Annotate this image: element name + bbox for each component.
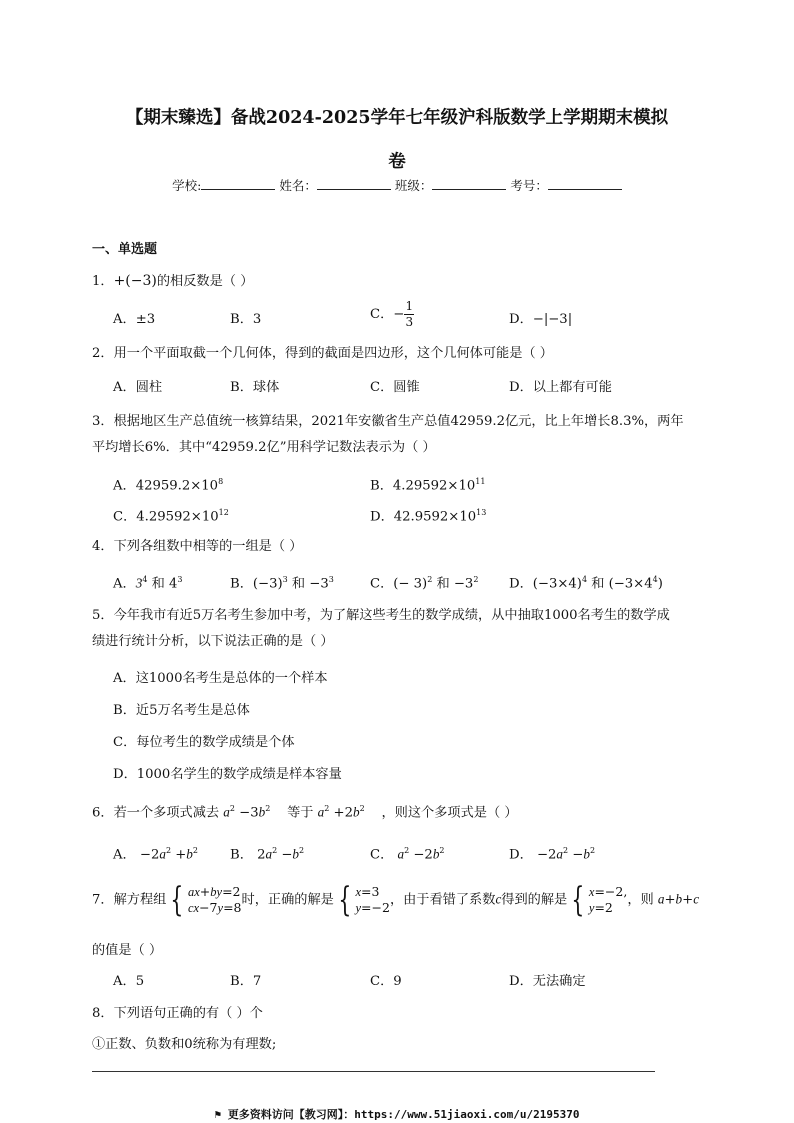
q5-option-d[interactable]: D．1000名学生的数学成绩是样本容量 xyxy=(113,767,342,782)
question-7-line-2: 的值是（ ） xyxy=(92,943,163,958)
q1-expression: +(−3) xyxy=(113,273,157,289)
bottom-divider xyxy=(92,1071,655,1072)
title-line-2: 卷 xyxy=(388,152,406,172)
q6-option-a[interactable]: A． $-2a^2 +b^2$ xyxy=(113,846,198,863)
q1-option-c[interactable]: C．− $\frac{1}{3}$ xyxy=(370,299,414,329)
q5-option-b[interactable]: B．近5万名考生是总体 xyxy=(113,703,250,718)
question-1: 1．+(−3)的相反数是（ ） xyxy=(92,273,254,289)
q5-option-a[interactable]: A．这1000名考生是总体的一个样本 xyxy=(113,671,328,686)
q6-option-b[interactable]: B． $2a^2 -b^2$ xyxy=(230,846,305,863)
q2-option-b[interactable]: B．球体 xyxy=(230,380,280,395)
class-label: 班级： xyxy=(394,178,433,193)
school-label: 学校: xyxy=(172,178,202,193)
question-2: 2．用一个平面取截一个几何体，得到的截面是四边形，这个几何体可能是（ ） xyxy=(92,346,553,361)
q4-option-b[interactable]: B．$(-3)^3$ 和 $-3^3$ xyxy=(230,575,334,592)
q4-option-a[interactable]: A．$3^4$ 和 $4^3$ xyxy=(113,575,183,592)
q4-option-c[interactable]: C．(− 3)$^2$ 和 $-3^2$ xyxy=(370,575,479,592)
title-line-1: 【期末臻选】备战2024-2025学年七年级沪科版数学上学期期末模拟 xyxy=(125,108,669,128)
q2-option-a[interactable]: A．圆柱 xyxy=(113,380,163,395)
q3-option-a[interactable]: A．$42959.2\times 10^8$ xyxy=(113,477,224,494)
q1-option-d[interactable]: D．−|−3| xyxy=(509,312,573,327)
q1-option-a[interactable]: A．±3 xyxy=(113,312,156,327)
q3-option-b[interactable]: B．$4.29592\times 10^{11}$ xyxy=(370,477,486,494)
student-info-row xyxy=(0,176,794,194)
q7-option-c[interactable]: C．9 xyxy=(370,974,402,989)
section-heading: 一、单选题 xyxy=(92,242,158,257)
exam-no-label: 考号： xyxy=(510,178,548,193)
name-blank[interactable] xyxy=(317,177,391,190)
question-8-item-1: ①正数、负数和0统称为有理数; xyxy=(92,1037,277,1052)
question-3: 3．根据地区生产总值统一核算结果，2021年安徽省生产总值42959.2亿元，比上年增长8.3%，两年 平均增长6%．其中“42959.2亿”用科学记数法表示为（ ） xyxy=(92,414,684,455)
q7-option-d[interactable]: D．无法确定 xyxy=(509,974,586,989)
exam-no-blank[interactable] xyxy=(548,177,622,190)
q6-option-d[interactable]: D． $-2a^2 -b^2$ xyxy=(509,846,596,863)
footer-link[interactable]: ⚑ 更多资料访问【教习网】：https://www.51jiaoxi.com/u/2195370 xyxy=(214,1108,580,1121)
q3-option-c[interactable]: C．$4.29592\times 10^{12}$ xyxy=(113,508,229,525)
q5-option-c[interactable]: C．每位考生的数学成绩是个体 xyxy=(113,735,295,750)
q7-option-a[interactable]: A．5 xyxy=(113,974,145,989)
q3-option-d[interactable]: D．$42.9592\times 10^{13}$ xyxy=(370,508,487,525)
q2-option-c[interactable]: C．圆锥 xyxy=(370,380,420,395)
class-blank[interactable] xyxy=(432,177,506,190)
school-blank[interactable] xyxy=(201,177,275,190)
flag-icon: ⚑ xyxy=(214,1108,228,1121)
q6-option-c[interactable]: C． $a^2 -2b^2$ xyxy=(370,846,445,863)
q7-option-b[interactable]: B．7 xyxy=(230,974,262,989)
question-4: 4．下列各组数中相等的一组是（ ） xyxy=(92,539,303,554)
question-5: 5．今年我市有近5万名考生参加中考，为了解这些考生的数学成绩，从中抽取1000名考生的数学成 绩进行统计分析，以下说法正确的是（ ） xyxy=(92,608,670,649)
q2-option-d[interactable]: D．以上都有可能 xyxy=(509,380,612,395)
question-6: 6．若一个多项式减去 $a^2 -3b^2$ 等于 $a^2 +2b^2$ ，则这个多项式是（ ） xyxy=(92,804,518,821)
page-title xyxy=(80,96,714,184)
q1-option-b[interactable]: B．3 xyxy=(230,312,262,327)
name-label: 姓名： xyxy=(279,178,317,193)
q4-option-d[interactable]: D．$(-3\times 4)^4$ 和 $(-3\times 4^4)$ xyxy=(509,575,663,592)
question-7: 7．解方程组 { ax+by=2 cx−7y=8 时，正确的解是 { x=3 y=−2 ，由于看错了系数c得到的解是 { x=−2, y=2 ，则 a+b+c xyxy=(92,880,700,920)
question-8: 8．下列语句正确的有（ ）个 xyxy=(92,1006,263,1021)
